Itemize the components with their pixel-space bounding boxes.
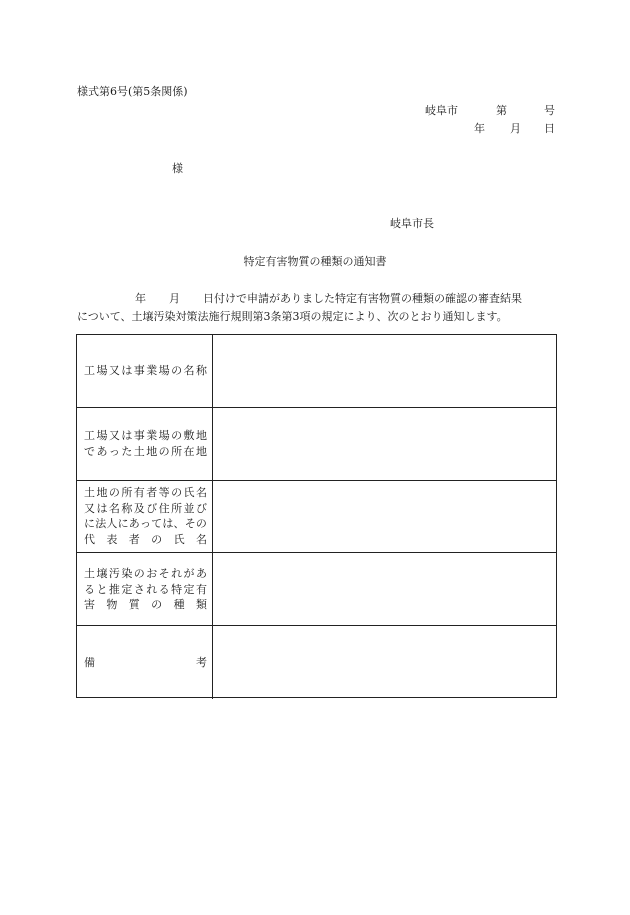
row-value-cell[interactable] bbox=[213, 481, 556, 553]
reference-city: 岐阜市 bbox=[425, 104, 458, 117]
body-month-label: 月 bbox=[169, 292, 180, 305]
document-title: 特定有害物質の種類の通知書 bbox=[243, 255, 387, 268]
body-line-2: について、土壌汚染対策法施行規則第3条第3項の規定により、次のとおり通知します。 bbox=[77, 310, 508, 323]
row-value-cell[interactable] bbox=[213, 335, 556, 407]
date-month-label: 月 bbox=[510, 122, 521, 135]
date-year-label: 年 bbox=[474, 122, 485, 135]
row-value-cell[interactable] bbox=[213, 553, 556, 625]
table-row bbox=[77, 481, 556, 554]
issuer-name: 岐阜市長 bbox=[390, 217, 434, 230]
row-label-line: 土 地 の 所 有 者 等 の 氏 名 bbox=[84, 486, 207, 500]
reference-go: 号 bbox=[544, 104, 555, 117]
body-line-1 bbox=[77, 292, 522, 306]
row-label-line: 工 場 又 は 事 業 場 の 敷 地 bbox=[84, 429, 207, 443]
form-number: 様式第6号(第5条関係) bbox=[77, 85, 188, 98]
table-row bbox=[77, 553, 556, 626]
row-label-line: る と 推 定 さ れ る 特 定 有 bbox=[84, 582, 207, 596]
row-label-line: に 法 人 に あ っ て は 、 そ の bbox=[84, 517, 207, 531]
row-label-line: で あ っ た 土 地 の 所 在 地 bbox=[84, 444, 207, 458]
row-label-cell bbox=[77, 553, 213, 625]
row-label-line: 代 表 者 の 氏 名 bbox=[84, 532, 207, 546]
row-value-cell[interactable] bbox=[213, 626, 556, 699]
table-row bbox=[77, 626, 556, 699]
row-label-line: 工 場 又 は 事 業 場 の 名 称 bbox=[84, 364, 207, 378]
date-day-label: 日 bbox=[544, 122, 555, 135]
row-label-line: 土 壌 汚 染 の お そ れ が あ bbox=[84, 567, 207, 581]
row-value-cell[interactable] bbox=[213, 408, 556, 480]
row-label-cell bbox=[77, 481, 213, 553]
row-label-line: 害 物 質 の 種 類 bbox=[84, 598, 207, 612]
row-label-cell bbox=[77, 408, 213, 480]
row-label-cell bbox=[77, 626, 213, 699]
row-label-line: 備 考 bbox=[84, 655, 207, 669]
reference-dai: 第 bbox=[496, 104, 507, 117]
table-row bbox=[77, 335, 556, 408]
addressee-honorific: 様 bbox=[172, 162, 183, 175]
row-label-cell bbox=[77, 335, 213, 407]
form-table bbox=[76, 334, 557, 698]
body-line-1-text: 日付けで申請がありました特定有害物質の種類の確認の審査結果 bbox=[203, 292, 522, 305]
table-row bbox=[77, 408, 556, 481]
row-label-line: 又 は 名 称 及 び 住 所 並 び bbox=[84, 501, 207, 515]
body-year-label: 年 bbox=[135, 292, 146, 305]
